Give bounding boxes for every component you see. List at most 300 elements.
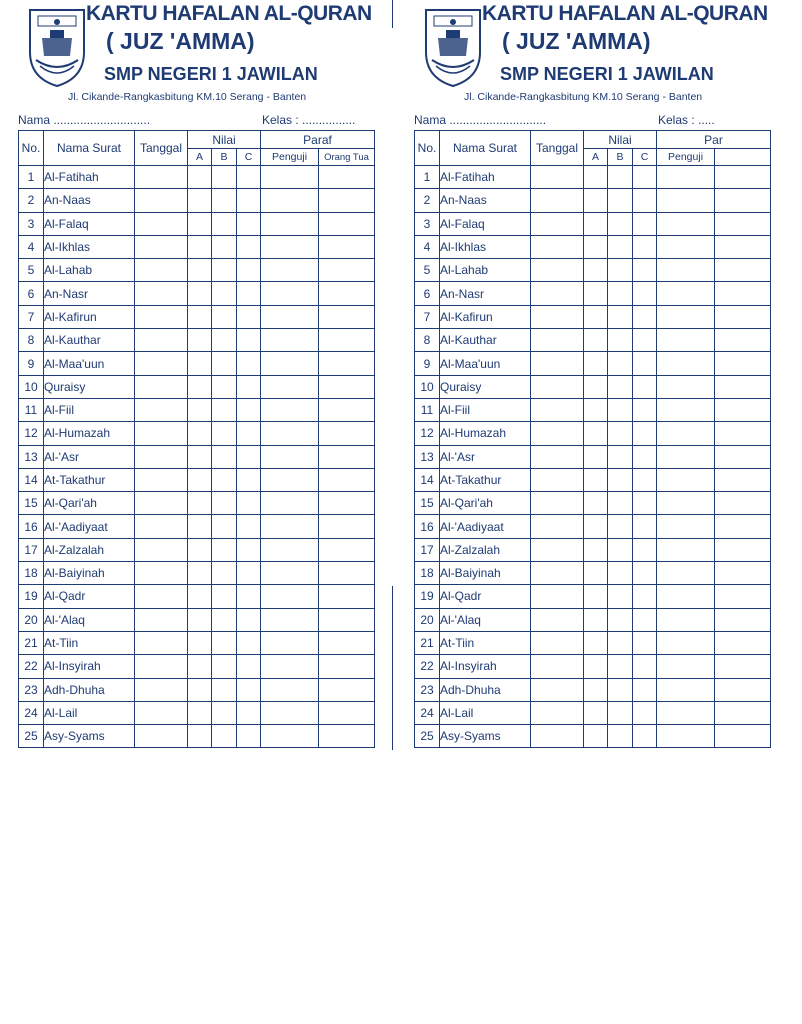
- tanggal-cell[interactable]: [135, 608, 188, 631]
- tanggal-cell[interactable]: [531, 259, 584, 282]
- nilai-b-cell[interactable]: [608, 189, 633, 212]
- tanggal-cell[interactable]: [531, 305, 584, 328]
- orang-tua-cell[interactable]: [319, 631, 375, 654]
- penguji-cell[interactable]: [261, 375, 319, 398]
- tanggal-cell[interactable]: [531, 445, 584, 468]
- nilai-c-cell[interactable]: [633, 562, 657, 585]
- nilai-b-cell[interactable]: [212, 305, 237, 328]
- nilai-a-cell[interactable]: [188, 562, 212, 585]
- orang-tua-cell[interactable]: [715, 562, 771, 585]
- tanggal-cell[interactable]: [135, 305, 188, 328]
- orang-tua-cell[interactable]: [715, 538, 771, 561]
- nilai-b-cell[interactable]: [212, 701, 237, 724]
- penguji-cell[interactable]: [261, 655, 319, 678]
- tanggal-cell[interactable]: [531, 212, 584, 235]
- nilai-a-cell[interactable]: [584, 166, 608, 189]
- nilai-c-cell[interactable]: [633, 468, 657, 491]
- nilai-c-cell[interactable]: [237, 282, 261, 305]
- penguji-cell[interactable]: [657, 305, 715, 328]
- penguji-cell[interactable]: [261, 212, 319, 235]
- nilai-b-cell[interactable]: [212, 212, 237, 235]
- orang-tua-cell[interactable]: [319, 468, 375, 491]
- nilai-b-cell[interactable]: [212, 352, 237, 375]
- orang-tua-cell[interactable]: [319, 189, 375, 212]
- orang-tua-cell[interactable]: [319, 678, 375, 701]
- nilai-b-cell[interactable]: [212, 445, 237, 468]
- penguji-cell[interactable]: [657, 375, 715, 398]
- nilai-b-cell[interactable]: [608, 701, 633, 724]
- orang-tua-cell[interactable]: [319, 538, 375, 561]
- penguji-cell[interactable]: [657, 725, 715, 748]
- nilai-b-cell[interactable]: [212, 631, 237, 654]
- nilai-c-cell[interactable]: [237, 468, 261, 491]
- orang-tua-cell[interactable]: [319, 352, 375, 375]
- nilai-b-cell[interactable]: [212, 538, 237, 561]
- tanggal-cell[interactable]: [135, 398, 188, 421]
- tanggal-cell[interactable]: [135, 445, 188, 468]
- orang-tua-cell[interactable]: [319, 329, 375, 352]
- nilai-b-cell[interactable]: [608, 585, 633, 608]
- nilai-a-cell[interactable]: [188, 212, 212, 235]
- nilai-a-cell[interactable]: [584, 515, 608, 538]
- nilai-b-cell[interactable]: [608, 282, 633, 305]
- nilai-a-cell[interactable]: [188, 422, 212, 445]
- orang-tua-cell[interactable]: [319, 562, 375, 585]
- tanggal-cell[interactable]: [135, 422, 188, 445]
- tanggal-cell[interactable]: [135, 259, 188, 282]
- nilai-a-cell[interactable]: [584, 655, 608, 678]
- nilai-c-cell[interactable]: [633, 212, 657, 235]
- nilai-b-cell[interactable]: [212, 189, 237, 212]
- nilai-a-cell[interactable]: [584, 585, 608, 608]
- orang-tua-cell[interactable]: [715, 678, 771, 701]
- nilai-c-cell[interactable]: [633, 398, 657, 421]
- penguji-cell[interactable]: [657, 701, 715, 724]
- penguji-cell[interactable]: [261, 422, 319, 445]
- nilai-b-cell[interactable]: [212, 282, 237, 305]
- orang-tua-cell[interactable]: [715, 212, 771, 235]
- nilai-a-cell[interactable]: [188, 235, 212, 258]
- nilai-c-cell[interactable]: [237, 212, 261, 235]
- nilai-c-cell[interactable]: [237, 189, 261, 212]
- tanggal-cell[interactable]: [135, 585, 188, 608]
- nilai-c-cell[interactable]: [633, 189, 657, 212]
- penguji-cell[interactable]: [261, 329, 319, 352]
- tanggal-cell[interactable]: [531, 631, 584, 654]
- nilai-c-cell[interactable]: [237, 352, 261, 375]
- penguji-cell[interactable]: [261, 282, 319, 305]
- penguji-cell[interactable]: [657, 678, 715, 701]
- penguji-cell[interactable]: [657, 515, 715, 538]
- tanggal-cell[interactable]: [135, 329, 188, 352]
- nilai-a-cell[interactable]: [584, 189, 608, 212]
- nilai-c-cell[interactable]: [633, 235, 657, 258]
- nilai-a-cell[interactable]: [188, 282, 212, 305]
- orang-tua-cell[interactable]: [319, 608, 375, 631]
- tanggal-cell[interactable]: [531, 562, 584, 585]
- nilai-a-cell[interactable]: [188, 398, 212, 421]
- nilai-c-cell[interactable]: [237, 631, 261, 654]
- tanggal-cell[interactable]: [531, 352, 584, 375]
- penguji-cell[interactable]: [261, 259, 319, 282]
- tanggal-cell[interactable]: [531, 608, 584, 631]
- penguji-cell[interactable]: [657, 189, 715, 212]
- nilai-c-cell[interactable]: [237, 259, 261, 282]
- penguji-cell[interactable]: [657, 259, 715, 282]
- orang-tua-cell[interactable]: [715, 398, 771, 421]
- penguji-cell[interactable]: [657, 212, 715, 235]
- nilai-b-cell[interactable]: [212, 329, 237, 352]
- nilai-a-cell[interactable]: [584, 468, 608, 491]
- tanggal-cell[interactable]: [135, 515, 188, 538]
- nilai-a-cell[interactable]: [188, 189, 212, 212]
- nilai-c-cell[interactable]: [633, 608, 657, 631]
- orang-tua-cell[interactable]: [319, 422, 375, 445]
- orang-tua-cell[interactable]: [319, 235, 375, 258]
- nilai-c-cell[interactable]: [633, 375, 657, 398]
- tanggal-cell[interactable]: [531, 468, 584, 491]
- penguji-cell[interactable]: [261, 678, 319, 701]
- penguji-cell[interactable]: [657, 631, 715, 654]
- penguji-cell[interactable]: [261, 235, 319, 258]
- orang-tua-cell[interactable]: [715, 608, 771, 631]
- nilai-a-cell[interactable]: [188, 352, 212, 375]
- nilai-c-cell[interactable]: [633, 492, 657, 515]
- nilai-c-cell[interactable]: [633, 329, 657, 352]
- nilai-b-cell[interactable]: [212, 608, 237, 631]
- nilai-a-cell[interactable]: [188, 585, 212, 608]
- orang-tua-cell[interactable]: [715, 468, 771, 491]
- orang-tua-cell[interactable]: [319, 282, 375, 305]
- orang-tua-cell[interactable]: [715, 701, 771, 724]
- orang-tua-cell[interactable]: [715, 189, 771, 212]
- orang-tua-cell[interactable]: [715, 492, 771, 515]
- penguji-cell[interactable]: [261, 562, 319, 585]
- nilai-c-cell[interactable]: [237, 375, 261, 398]
- penguji-cell[interactable]: [261, 725, 319, 748]
- orang-tua-cell[interactable]: [715, 235, 771, 258]
- nilai-c-cell[interactable]: [633, 655, 657, 678]
- nilai-b-cell[interactable]: [608, 562, 633, 585]
- nilai-b-cell[interactable]: [608, 678, 633, 701]
- nilai-c-cell[interactable]: [237, 538, 261, 561]
- tanggal-cell[interactable]: [531, 282, 584, 305]
- nilai-c-cell[interactable]: [237, 562, 261, 585]
- orang-tua-cell[interactable]: [715, 655, 771, 678]
- nilai-b-cell[interactable]: [608, 352, 633, 375]
- nilai-a-cell[interactable]: [584, 422, 608, 445]
- nilai-c-cell[interactable]: [633, 538, 657, 561]
- penguji-cell[interactable]: [657, 562, 715, 585]
- penguji-cell[interactable]: [657, 282, 715, 305]
- tanggal-cell[interactable]: [135, 538, 188, 561]
- orang-tua-cell[interactable]: [715, 631, 771, 654]
- nilai-c-cell[interactable]: [237, 701, 261, 724]
- nilai-c-cell[interactable]: [633, 282, 657, 305]
- nilai-b-cell[interactable]: [212, 562, 237, 585]
- nilai-c-cell[interactable]: [633, 725, 657, 748]
- nilai-b-cell[interactable]: [212, 422, 237, 445]
- penguji-cell[interactable]: [261, 398, 319, 421]
- nilai-b-cell[interactable]: [608, 445, 633, 468]
- nilai-c-cell[interactable]: [633, 166, 657, 189]
- tanggal-cell[interactable]: [135, 725, 188, 748]
- penguji-cell[interactable]: [261, 189, 319, 212]
- tanggal-cell[interactable]: [135, 375, 188, 398]
- nilai-c-cell[interactable]: [633, 585, 657, 608]
- penguji-cell[interactable]: [261, 468, 319, 491]
- orang-tua-cell[interactable]: [319, 725, 375, 748]
- orang-tua-cell[interactable]: [715, 305, 771, 328]
- nilai-c-cell[interactable]: [633, 422, 657, 445]
- tanggal-cell[interactable]: [531, 515, 584, 538]
- tanggal-cell[interactable]: [531, 235, 584, 258]
- nilai-c-cell[interactable]: [237, 655, 261, 678]
- nilai-b-cell[interactable]: [212, 492, 237, 515]
- penguji-cell[interactable]: [657, 468, 715, 491]
- penguji-cell[interactable]: [657, 235, 715, 258]
- nilai-a-cell[interactable]: [584, 329, 608, 352]
- nilai-a-cell[interactable]: [188, 678, 212, 701]
- tanggal-cell[interactable]: [135, 189, 188, 212]
- nilai-b-cell[interactable]: [212, 585, 237, 608]
- orang-tua-cell[interactable]: [319, 585, 375, 608]
- tanggal-cell[interactable]: [135, 235, 188, 258]
- nilai-b-cell[interactable]: [608, 259, 633, 282]
- nilai-b-cell[interactable]: [608, 305, 633, 328]
- nilai-c-cell[interactable]: [633, 701, 657, 724]
- tanggal-cell[interactable]: [531, 655, 584, 678]
- tanggal-cell[interactable]: [531, 375, 584, 398]
- orang-tua-cell[interactable]: [715, 445, 771, 468]
- penguji-cell[interactable]: [261, 515, 319, 538]
- nilai-b-cell[interactable]: [212, 259, 237, 282]
- penguji-cell[interactable]: [657, 329, 715, 352]
- penguji-cell[interactable]: [657, 492, 715, 515]
- penguji-cell[interactable]: [261, 631, 319, 654]
- penguji-cell[interactable]: [657, 655, 715, 678]
- nilai-a-cell[interactable]: [584, 445, 608, 468]
- orang-tua-cell[interactable]: [319, 445, 375, 468]
- nilai-c-cell[interactable]: [633, 352, 657, 375]
- nilai-b-cell[interactable]: [212, 398, 237, 421]
- nilai-b-cell[interactable]: [608, 398, 633, 421]
- nilai-c-cell[interactable]: [633, 678, 657, 701]
- penguji-cell[interactable]: [657, 445, 715, 468]
- nilai-a-cell[interactable]: [584, 375, 608, 398]
- tanggal-cell[interactable]: [135, 631, 188, 654]
- penguji-cell[interactable]: [261, 445, 319, 468]
- orang-tua-cell[interactable]: [715, 585, 771, 608]
- nilai-c-cell[interactable]: [633, 445, 657, 468]
- orang-tua-cell[interactable]: [319, 212, 375, 235]
- nilai-b-cell[interactable]: [608, 492, 633, 515]
- tanggal-cell[interactable]: [531, 725, 584, 748]
- nilai-a-cell[interactable]: [584, 212, 608, 235]
- tanggal-cell[interactable]: [531, 701, 584, 724]
- nilai-c-cell[interactable]: [237, 305, 261, 328]
- nilai-a-cell[interactable]: [584, 562, 608, 585]
- tanggal-cell[interactable]: [135, 701, 188, 724]
- nilai-c-cell[interactable]: [237, 329, 261, 352]
- nilai-a-cell[interactable]: [584, 701, 608, 724]
- tanggal-cell[interactable]: [135, 492, 188, 515]
- penguji-cell[interactable]: [657, 166, 715, 189]
- nilai-a-cell[interactable]: [584, 538, 608, 561]
- nilai-b-cell[interactable]: [608, 166, 633, 189]
- nilai-a-cell[interactable]: [188, 725, 212, 748]
- nilai-b-cell[interactable]: [608, 235, 633, 258]
- nilai-c-cell[interactable]: [237, 235, 261, 258]
- orang-tua-cell[interactable]: [319, 305, 375, 328]
- nilai-b-cell[interactable]: [608, 212, 633, 235]
- orang-tua-cell[interactable]: [715, 329, 771, 352]
- orang-tua-cell[interactable]: [715, 259, 771, 282]
- nilai-c-cell[interactable]: [237, 492, 261, 515]
- nilai-b-cell[interactable]: [212, 515, 237, 538]
- orang-tua-cell[interactable]: [715, 725, 771, 748]
- nilai-b-cell[interactable]: [212, 678, 237, 701]
- nilai-b-cell[interactable]: [608, 725, 633, 748]
- nilai-b-cell[interactable]: [608, 538, 633, 561]
- nilai-a-cell[interactable]: [188, 468, 212, 491]
- nilai-a-cell[interactable]: [188, 515, 212, 538]
- tanggal-cell[interactable]: [531, 538, 584, 561]
- nilai-b-cell[interactable]: [608, 329, 633, 352]
- tanggal-cell[interactable]: [531, 422, 584, 445]
- nilai-a-cell[interactable]: [188, 608, 212, 631]
- orang-tua-cell[interactable]: [319, 375, 375, 398]
- nilai-b-cell[interactable]: [212, 725, 237, 748]
- orang-tua-cell[interactable]: [715, 166, 771, 189]
- nilai-c-cell[interactable]: [237, 608, 261, 631]
- nilai-a-cell[interactable]: [584, 305, 608, 328]
- nilai-c-cell[interactable]: [633, 631, 657, 654]
- nilai-a-cell[interactable]: [188, 166, 212, 189]
- tanggal-cell[interactable]: [531, 398, 584, 421]
- penguji-cell[interactable]: [261, 352, 319, 375]
- nilai-a-cell[interactable]: [584, 398, 608, 421]
- tanggal-cell[interactable]: [531, 329, 584, 352]
- nilai-c-cell[interactable]: [237, 445, 261, 468]
- nilai-a-cell[interactable]: [584, 492, 608, 515]
- nilai-b-cell[interactable]: [608, 631, 633, 654]
- penguji-cell[interactable]: [261, 305, 319, 328]
- nilai-a-cell[interactable]: [188, 259, 212, 282]
- tanggal-cell[interactable]: [531, 678, 584, 701]
- tanggal-cell[interactable]: [135, 166, 188, 189]
- tanggal-cell[interactable]: [531, 585, 584, 608]
- nilai-a-cell[interactable]: [584, 631, 608, 654]
- nilai-c-cell[interactable]: [633, 305, 657, 328]
- nama-field[interactable]: Nama .............................: [414, 113, 547, 127]
- nilai-a-cell[interactable]: [188, 701, 212, 724]
- tanggal-cell[interactable]: [531, 492, 584, 515]
- orang-tua-cell[interactable]: [319, 492, 375, 515]
- penguji-cell[interactable]: [657, 538, 715, 561]
- nilai-a-cell[interactable]: [188, 329, 212, 352]
- orang-tua-cell[interactable]: [715, 422, 771, 445]
- nilai-c-cell[interactable]: [237, 725, 261, 748]
- penguji-cell[interactable]: [261, 166, 319, 189]
- orang-tua-cell[interactable]: [715, 352, 771, 375]
- nilai-a-cell[interactable]: [584, 282, 608, 305]
- nilai-a-cell[interactable]: [188, 492, 212, 515]
- nilai-a-cell[interactable]: [584, 725, 608, 748]
- nilai-a-cell[interactable]: [188, 655, 212, 678]
- kelas-field[interactable]: Kelas : .....: [658, 113, 715, 127]
- nilai-c-cell[interactable]: [237, 422, 261, 445]
- nilai-a-cell[interactable]: [584, 259, 608, 282]
- tanggal-cell[interactable]: [531, 166, 584, 189]
- penguji-cell[interactable]: [261, 701, 319, 724]
- nilai-b-cell[interactable]: [608, 655, 633, 678]
- penguji-cell[interactable]: [261, 492, 319, 515]
- nilai-a-cell[interactable]: [188, 538, 212, 561]
- nilai-b-cell[interactable]: [608, 515, 633, 538]
- tanggal-cell[interactable]: [531, 189, 584, 212]
- nilai-b-cell[interactable]: [212, 166, 237, 189]
- nilai-b-cell[interactable]: [212, 655, 237, 678]
- orang-tua-cell[interactable]: [715, 282, 771, 305]
- nilai-a-cell[interactable]: [188, 631, 212, 654]
- orang-tua-cell[interactable]: [319, 398, 375, 421]
- orang-tua-cell[interactable]: [319, 259, 375, 282]
- penguji-cell[interactable]: [261, 538, 319, 561]
- nilai-c-cell[interactable]: [237, 398, 261, 421]
- nilai-c-cell[interactable]: [237, 515, 261, 538]
- penguji-cell[interactable]: [657, 585, 715, 608]
- tanggal-cell[interactable]: [135, 468, 188, 491]
- nilai-b-cell[interactable]: [608, 375, 633, 398]
- orang-tua-cell[interactable]: [319, 166, 375, 189]
- penguji-cell[interactable]: [657, 608, 715, 631]
- penguji-cell[interactable]: [657, 352, 715, 375]
- orang-tua-cell[interactable]: [319, 701, 375, 724]
- nilai-a-cell[interactable]: [188, 375, 212, 398]
- penguji-cell[interactable]: [657, 398, 715, 421]
- tanggal-cell[interactable]: [135, 352, 188, 375]
- nilai-a-cell[interactable]: [584, 235, 608, 258]
- nilai-a-cell[interactable]: [584, 608, 608, 631]
- penguji-cell[interactable]: [657, 422, 715, 445]
- nilai-b-cell[interactable]: [608, 422, 633, 445]
- nilai-c-cell[interactable]: [237, 166, 261, 189]
- nilai-c-cell[interactable]: [633, 259, 657, 282]
- penguji-cell[interactable]: [261, 608, 319, 631]
- nilai-c-cell[interactable]: [237, 678, 261, 701]
- nilai-c-cell[interactable]: [633, 515, 657, 538]
- nilai-b-cell[interactable]: [212, 468, 237, 491]
- nilai-a-cell[interactable]: [188, 445, 212, 468]
- penguji-cell[interactable]: [261, 585, 319, 608]
- orang-tua-cell[interactable]: [715, 375, 771, 398]
- orang-tua-cell[interactable]: [715, 515, 771, 538]
- tanggal-cell[interactable]: [135, 655, 188, 678]
- nilai-b-cell[interactable]: [212, 375, 237, 398]
- kelas-field[interactable]: Kelas : ................: [262, 113, 356, 127]
- tanggal-cell[interactable]: [135, 282, 188, 305]
- nilai-c-cell[interactable]: [237, 585, 261, 608]
- nilai-b-cell[interactable]: [212, 235, 237, 258]
- nama-field[interactable]: Nama .............................: [18, 113, 151, 127]
- tanggal-cell[interactable]: [135, 562, 188, 585]
- nilai-a-cell[interactable]: [188, 305, 212, 328]
- tanggal-cell[interactable]: [135, 212, 188, 235]
- orang-tua-cell[interactable]: [319, 515, 375, 538]
- nilai-a-cell[interactable]: [584, 352, 608, 375]
- nilai-a-cell[interactable]: [584, 678, 608, 701]
